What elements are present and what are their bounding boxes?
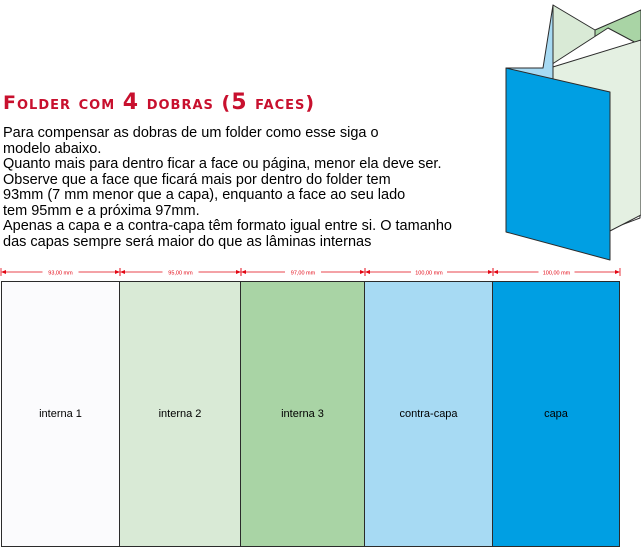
dimension-label: 100,00 mm (542, 270, 571, 277)
folded-folder-illustration (480, 0, 641, 262)
panel-label: capa (544, 408, 568, 420)
dimension-arrow (615, 270, 620, 274)
dimension-label: 93,00 mm (48, 270, 73, 277)
dimension-arrow (365, 270, 370, 274)
panel-label: interna 3 (281, 408, 324, 420)
instruction-line: Apenas a capa e a contra-capa têm formato igual entre si. O tamanho (3, 218, 452, 234)
fold-panel-blue-cover (506, 68, 610, 260)
dimension-label: 95,00 mm (168, 270, 193, 277)
panel-contra-capa (364, 281, 493, 547)
panel-label: contra-capa (399, 408, 458, 420)
dimension-arrow (115, 270, 120, 274)
panel-interna-3 (240, 281, 365, 547)
instruction-line: Quanto mais para dentro ficar a face ou página, menor ela deve ser. (3, 156, 442, 172)
instruction-line: tem 95mm e a próxima 97mm. (3, 202, 200, 219)
dimension-label: 100,00 mm (415, 270, 443, 277)
instruction-line: das capas sempre será maior do que as lâminas internas (3, 233, 372, 250)
dimension-arrow (241, 270, 246, 274)
instruction-line: 93mm (7 mm menor que a capa), enquanto a face ao seu lado (3, 187, 406, 203)
dimension-label: 97,00 mm (290, 270, 316, 277)
dimension-arrow (493, 270, 498, 274)
panel-interna-2 (119, 281, 241, 547)
panel-capa (492, 281, 620, 547)
dimension-arrow (488, 270, 493, 274)
panel-label: interna 2 (158, 408, 202, 420)
dimension-line (0, 263, 641, 281)
dimension-arrow (236, 270, 241, 274)
panel-label: interna 1 (39, 408, 82, 420)
instruction-line: modelo abaixo. (3, 140, 102, 157)
instruction-line: Para compensar as dobras de um folder como esse siga o (3, 125, 379, 141)
instruction-line: Observe que a face que ficará mais por dentro do folder tem (3, 171, 391, 188)
dimension-arrow (120, 270, 125, 274)
instructions-text (3, 126, 483, 250)
panel-interna-1 (1, 281, 120, 547)
page-title: Folder com 4 dobras (5 faces) (3, 90, 316, 115)
dimension-arrow (1, 270, 6, 274)
dimension-arrow (360, 270, 365, 274)
